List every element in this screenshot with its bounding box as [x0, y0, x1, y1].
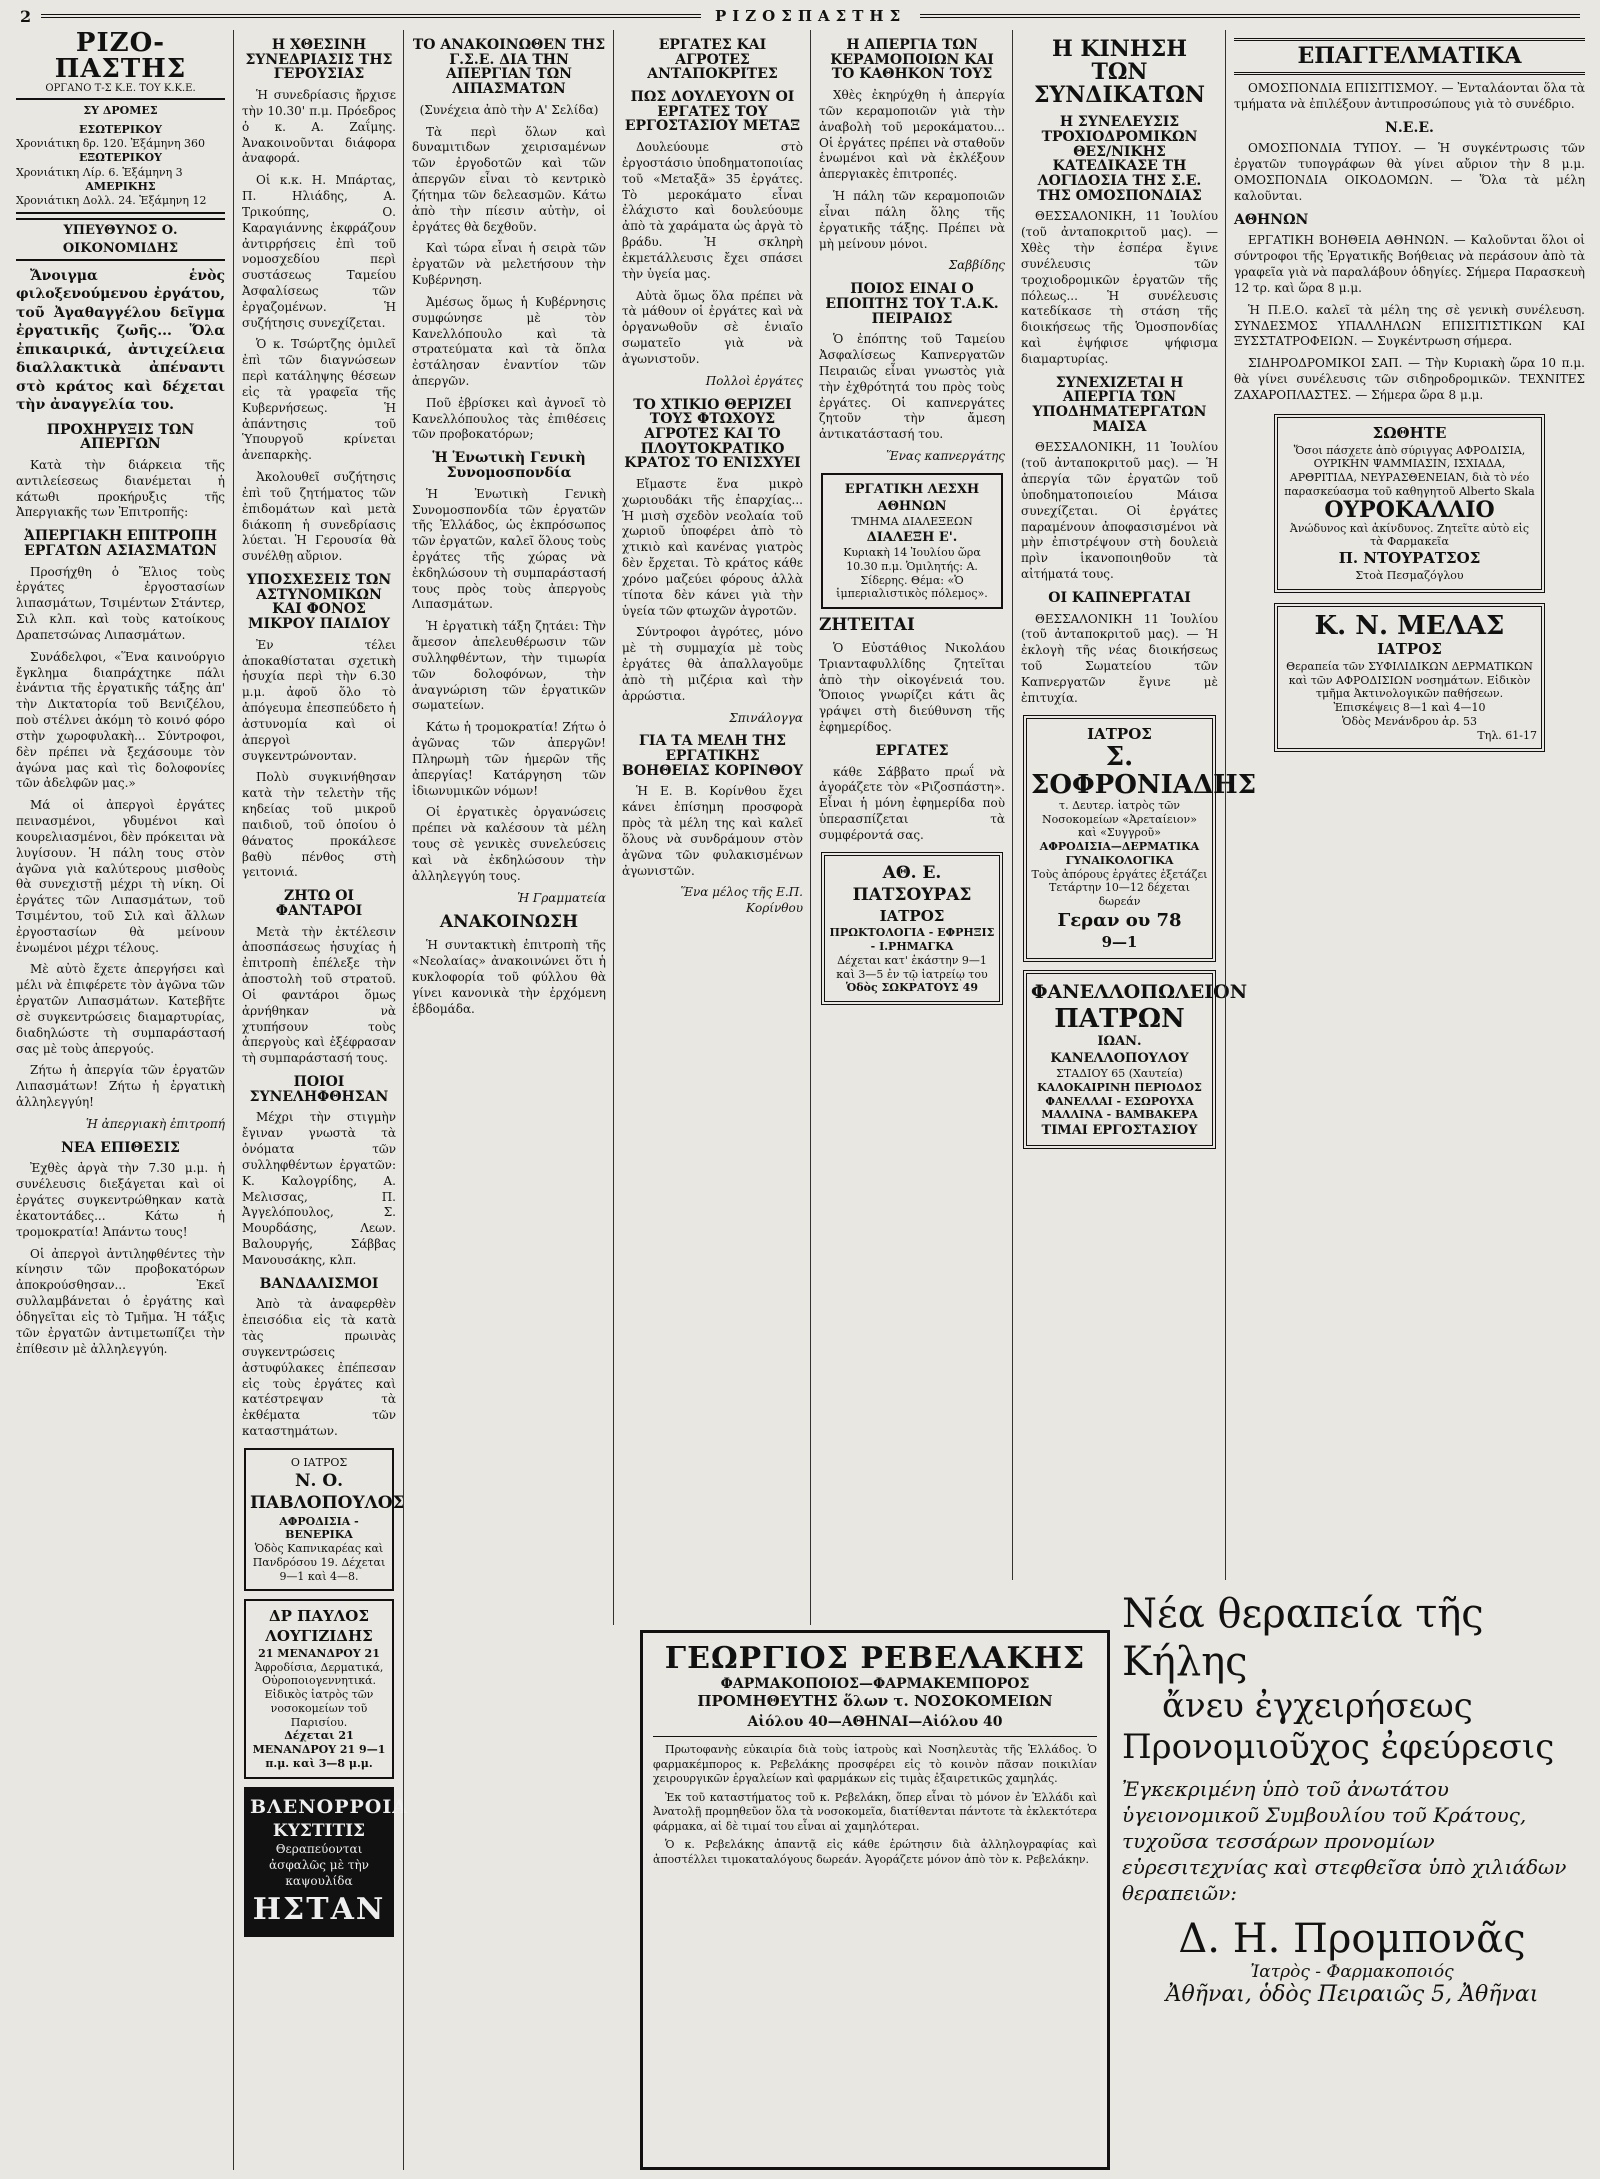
- ad-address: ΣΤΑΔΙΟΥ 65 (Χαυτεία): [1056, 1067, 1183, 1081]
- ad-role: ΙΑΤΡΟΣ: [1377, 639, 1442, 658]
- ad-sub: τ. Δευτερ. ἰατρὸς τῶν Νοσοκομείων «Ἀρεταίειον» καὶ «Συγγροῦ»: [1042, 798, 1197, 840]
- paragraph: Μά οἱ ἀπεργοὶ ἐργάτες πεινασμένοι, γδυμένοι καὶ κουρελιασμένοι, δὲν πρόκειται νὰ λυγίσουν. Ἡ πάλη τους στὸν ἀγῶνα γιὰ καλύτερους μισθοὺς θὰ συνεχιστῇ μέχρι τὴ νίκη. Οἱ ἐργάτες τῶν Λιπασμάτων, τοῦ Τσιμέντου, τοῦ Σιλ καὶ ἄλλων ἐργοστασίων θὰ μείνουν ἑνωμένοι μέχρι τέλους.: [16, 798, 225, 955]
- ad-text-2: Ἀνώδυνος καὶ ἀκίνδυνος. Ζητεῖτε αὐτὸ εἰς τὰ Φαρμακεῖα: [1289, 521, 1530, 549]
- signature: Ἕνα μέλος τῆς Ε.Π. Κορίνθου: [680, 885, 803, 916]
- ad-address: Ὁδὸς Μενάνδρου ἀρ. 53: [1342, 714, 1477, 728]
- paragraph: Ἡ Ἑνωτικὴ Γενικὴ Συνομοσπονδία τῶν ἐργατῶν τῆς Ἑλλάδος, ὡς ἐκπρόσωπος τῶν ἐργατῶν, καλεῖ ὅλους τοὺς ἐργάτες τῆς χώρας νὰ ἐκδηλώσουν τὴ συμπαράστασή τους πρὸς τοὺς ἀπεργοὺς Λιπασμάτων.: [412, 486, 606, 612]
- ad-name: ΑΘ. Ε. ΠΑΤΣΟΥΡΑΣ: [852, 862, 972, 906]
- subscription-value-3: Χρονιάτικη Δολλ. 24. Ἑξάμηνη 12: [16, 194, 207, 208]
- ad-line-2: ΚΥΣΤΙΤΙΣ: [272, 1820, 366, 1841]
- paragraph: Πολὺ συγκινήθησαν κατὰ τὴν τελετὴν τῆς κηδείας τοῦ μικροῦ παιδιοῦ, τοῦ ὁποίου ὁ θάνατος προκάλεσε βαθὺ πένθος στὴ γειτονιά.: [242, 770, 396, 880]
- ad-owner: Π. ΝΤΟΥΡΑΤΣΟΣ: [1338, 549, 1481, 568]
- paragraph: Τὰ περὶ ὅλων καὶ δυναμιτιδων χειρισαμένων τῶν ἐργοδοτῶν καὶ τῶν ἀπεργῶν εἶναι τὸ κεντρικὸ ζήτημα τῶν δελεασμῶν. Κάτω ἀπὸ τὴν πίεσιν αὐτὴν, οἱ ἐργάτες θὰ δεχθοῦν.: [412, 124, 606, 234]
- headline-police-promises: ΥΠΟΣΧΕΣΕΙΣ ΤΩΝ ΑΣΤΥΝΟΜΙΚΩΝ ΚΑΙ ΦΟΝΟΣ ΜΙΚΡΟΥ ΠΑΙΔΙΟΥ: [246, 572, 392, 633]
- headline-confederation: Ἡ Ἑνωτικὴ Γενικὴ Συνομοσπονδία: [432, 450, 586, 481]
- ad-city: ΠΑΤΡΩΝ: [1054, 1003, 1185, 1034]
- paragraph: Ποῦ ἐβρίσκει καὶ ἀγνοεῖ τὸ Κανελλόπουλος τὰς ἐπιθέσεις τῶν προβοκατόρων;: [412, 395, 606, 442]
- paragraph: Ἡ πάλη τῶν κεραμοποιῶν εἶναι πάλη ὅλης τῆς ἐργατικῆς τάξης. Πρέπει νὰ μὴ μείνουν μόνοι.: [819, 189, 1005, 251]
- subscription-value-2: Χρονιάτικη Λίρ. 6. Ἑξάμηνη 3: [16, 165, 183, 179]
- paragraph: Ἀκολουθεῖ συζήτησις ἐπὶ τοῦ ζητήματος τῶν ἐπιδομάτων καὶ μετὰ διάκοπη ἡ συνεδρίασις λύεται. Ἡ Γερουσία θὰ συνέλθῃ αὔριον.: [242, 470, 396, 564]
- workers-club-box: [821, 473, 1003, 609]
- headline-correspondents: ΕΡΓΑΤΕΣ ΚΑΙ ΑΓΡΟΤΕΣ ΑΝΤΑΠΟΚΡΙΤΕΣ: [647, 37, 778, 83]
- subscriptions-title: ΣΥ ΔΡΟΜΕΣ: [83, 104, 158, 118]
- ad-role: ΙΑΤΡΟΣ: [879, 906, 945, 925]
- headline-soldiers: ΖΗΤΩ ΟΙ ΦΑΝΤΑΡΟΙ: [275, 888, 363, 919]
- column-4-text: [622, 140, 803, 917]
- paragraph: Ἐκ τοῦ καταστήματος τοῦ κ. Ρεβελάκη, ὅπερ εἶναι τὸ μόνον ἐν Ἑλλάδι καὶ Ἀνατολῇ προμηθεῦον ὅλα τὰ νοσοκομεῖα, διατίθενται πάντοτε τὰ ἐκλεκτότερα φάρμακα, αἱ δὲ τιμαί του εἶναι αἱ χαμηλότεραι.: [653, 1790, 1097, 1833]
- column-4: [613, 30, 811, 1625]
- ad-hours: Ἐπισκέψεις 8—1 καὶ 4—10: [1333, 701, 1486, 714]
- paragraph: Οἱ κ.κ. Η. Μπάρτας, Π. Ηλιάδης, Α. Τρικούπης, Ο. Καραγιάννης ἐκφράζουν ἀντιρρήσεις ἐπὶ τοῦ νομοσχεδίου περὶ συστάσεως Ταμείου Ἀσφαλίσεως τῶν ἐργαζομένων. Ἡ συζήτησις συνεχίζεται.: [242, 173, 396, 330]
- ad-body: [653, 1743, 1097, 1867]
- paragraph: ΘΕΣΣΑΛΟΝΙΚΗ 11 Ἰουλίου (τοῦ ἀνταποκριτοῦ μας). — Ἡ ἐκλογὴ τῆς νέας διοικήσεως τοῦ Σωματείου τῶν Καπνεργατῶν ἔγινε μὲ ἐπιτυχία.: [1021, 611, 1218, 705]
- headline-unions: Η ΚΙΝΗΣΗ ΤΩΝ ΣΥΝΔΙΚΑΤΩΝ: [1034, 36, 1205, 109]
- ad-line-6: Ἰατρὸς - Φαρμακοποιός: [1250, 1961, 1454, 1982]
- page-number: 2: [20, 6, 32, 26]
- paragraph: Ἀπὸ τὰ ἀναφερθὲν ἐπεισόδια εἰς τὰ κατὰ τὰς πρωινὰς συγκεντρώσεις ἀστυφύλακες ἐπέπεσαν εἰς τοὺς ἐργάτες καὶ κατέστρεψαν τὰ ἐκθέματα τῶν καταστημάτων.: [242, 1297, 396, 1439]
- paragraph: ΘΕΣΣΑΛΟΝΙΚΗ, 11 Ἰουλίου (τοῦ ἀνταποκριτοῦ μας). — Ἡ ἀπεργία τῶν ἐργατῶν τοῦ ὑποδηματοποιείου Μάισα συνεχίζεται. Οἱ ἐργάτες παραμένουν ἀποφασισμένοι νὰ μὴν ἐπιστρέψουν στὴ δουλειὰ πρὶν ἱκανοποιηθοῦν τὰ αἰτήματά τους.: [1021, 440, 1218, 582]
- ad-line-3: Προνομιοῦχος ἐφεύρεσις: [1122, 1726, 1555, 1767]
- column-3: [403, 30, 614, 2170]
- paragraph: Προσήχθη ὁ Ἔλιος τοὺς ἐργάτες ἐργοστασίων λιπασμάτων, Τσιμέντων Στάντερ, Σιλ κλπ. καὶ τοὺς κατοίκους Δραπετσώνας Λιπασμάτων.: [16, 564, 225, 642]
- ad-specialty: ΑΦΡΟΔΙΣΙΑ - ΒΕΝΕΡΙΚΑ: [279, 1514, 359, 1542]
- headline-tak-inspector: ΠΟΙΟΣ ΕΙΝΑΙ Ο ΕΠΟΠΤΗΣ ΤΟΥ Τ.Α.Κ. ΠΕΙΡΑΙΩΣ: [825, 281, 999, 327]
- ad-title-1: ΦΑΡΜΑΚΟΠΟΙΟΣ—ΦΑΡΜΑΚΕΜΠΟΡΟΣ: [720, 1676, 1030, 1692]
- headline-metaxa-factory: ΠΩΣ ΔΟΥΛΕΥΟΥΝ ΟΙ ΕΡΓΑΤΕΣ ΤΟΥ ΕΡΓΟΣΤΑΣΙΟΥ ΜΕΤΑΞ: [624, 89, 801, 135]
- club-text: Κυριακὴ 14 Ἰουλίου ὥρα 10.30 π.μ. Ὁμιλητής: Α. Σίδερης. Θέμα: «Ὁ ἱμπεριαλιστικὸς πόλεμος».: [836, 546, 988, 601]
- ad-divider: [653, 1736, 1097, 1737]
- paragraph: Ὁ ἐπόπτης τοῦ Ταμείου Ἀσφαλίσεως Καπνεργατῶν Πειραιῶς εἶναι γνωστὸς γιὰ τὴν ἐχθρότητά του πρὸς τοὺς ἐργάτες. Οἱ καπνεργάτες ζητοῦν τὴν ἄμεση ἀντικατάστασή του.: [819, 332, 1005, 442]
- ad-prices: ΤΙΜΑΙ ΕΡΓΟΣΤΑΣΙΟΥ: [1041, 1123, 1198, 1139]
- ad-goods-2: ΜΑΛΛΙΝΑ - ΒΑΜΒΑΚΕΡΑ: [1041, 1108, 1198, 1122]
- ad-phone: Τηλ. 61-17: [1477, 728, 1537, 742]
- ad-patsouras: [821, 852, 1003, 1005]
- ad-line-1: Νέα θεραπεία τῆς Κήλης: [1122, 1591, 1484, 1685]
- subscriptions-box: [16, 123, 225, 215]
- paragraph: Σύντροφοι ἀγρότες, μόνο μὲ τὴ συμμαχία μὲ τοὺς ἐργάτες θὰ ἀπαλλαγοῦμε ἀπὸ τὴ μιζέρια καὶ τὴν ἀρρώστια.: [622, 625, 803, 703]
- header-rule-left: [41, 14, 701, 18]
- headline-athens: ΑΘΗΝΩΝ: [1234, 211, 1309, 228]
- headline-ceramics-strike: Η ΑΠΕΡΓΙΑ ΤΩΝ ΚΕΡΑΜΟΠΟΙΩΝ ΚΑΙ ΤΟ ΚΑΘΗΚΟΝ ΤΟΥΣ: [830, 37, 994, 83]
- ad-name: Σ. ΣΟΦΡΟΝΙΑΔΗΣ: [1031, 742, 1257, 800]
- paragraph: Ζήτω ἡ ἀπεργία τῶν ἐργατῶν Λιπασμάτων! Ζήτω ἡ ἐργατικὴ ἀλληλεγγύη!: [16, 1063, 225, 1110]
- ad-line-7: Ἀθῆναι, ὁδὸς Πειραιῶς 5, Ἀθῆναι: [1165, 1981, 1539, 2007]
- headline-senate-session: Η ΧΘΕΣΙΝΗ ΣΥΝΕΔΡΙΑΣΙΣ ΤΗΣ ΓΕΡΟΥΣΙΑΣ: [245, 37, 393, 83]
- ad-specialty: ΑΦΡΟΔΙΣΙΑ—ΔΕΡΜΑΤΙΚΑ ΓΥΝΑΙΚΟΛΟΓΙΚΑ: [1039, 840, 1200, 867]
- ad-title: Ο ΙΑΤΡΟΣ: [290, 1455, 348, 1469]
- column-6: [1012, 30, 1257, 1580]
- paragraph: ΟΜΟΣΠΟΝΔΙΑ ΤΥΠΟΥ. — Ἡ συγκέντρωσις τῶν ἐργατῶν τυπογράφων θὰ γίνει αὔριον τὴν 8 μ.μ. ΟΜΟΣΠΟΝΔΙΑ ΟΙΚΟΔΟΜΩΝ. — Ὅλα τὰ μέλη καλοῦνται.: [1234, 141, 1585, 203]
- paragraph: Κατὰ τὴν διάρκεια τῆς αντιλείεσεως διανέμεται ἡ κάτωθι προκήρυξις τῆς Ἀπεργιακῆς των Ἐπιτροπῆς:: [16, 457, 225, 520]
- ad-revelakis: [640, 1630, 1110, 2170]
- ad-title: ΣΩΘΗΤΕ: [1372, 423, 1447, 442]
- ad-text: Τοὺς ἀπόρους ἐργάτες ἐξετάζει Τετάρτην 10—12 δέχεται δωρεάν: [1031, 867, 1208, 909]
- ad-address: Ὁδὸς ΣΩΚΡΑΤΟΥΣ 49: [846, 981, 978, 995]
- ad-owner-sub: Στοὰ Πεσμαζόγλου: [1355, 568, 1464, 582]
- ad-text: Ἀφροδίσια, Δερματικά, Οὐροποιογεννητικά. Εἰδικὸς ἰατρὸς τῶν νοσοκομείων τοῦ Παρισίου.: [254, 1660, 384, 1729]
- headline-gse-announcement: ΤΟ ΑΝΑΚΟΙΝΩΘΕΝ ΤΗΣ Γ.Σ.Ε. ΔΙΑ ΤΗΝ ΑΠΕΡΓΙΑΝ ΤΩΝ ΛΙΠΑΣΜΑΤΩΝ: [412, 37, 606, 98]
- ad-address: Γεραν ου 78: [1057, 909, 1182, 931]
- ad-sofroniadis: [1023, 715, 1257, 963]
- paragraph: Ἡ συνεδρίασις ἤρχισε τὴν 10.30' π.μ. Πρόεδρος ὁ κ. Α. Ζαΐμης. Ἀνακοινοῦνται διάφορα ἀναφορά.: [242, 88, 396, 166]
- club-sub: ΤΜΗΜΑ ΔΙΑΛΕΞΕΩΝ: [851, 515, 973, 529]
- headline-workers: ΕΡΓΑΤΕΣ: [875, 742, 949, 759]
- headline-corinth-aid: ΓΙΑ ΤΑ ΜΕΛΗ ΤΗΣ ΕΡΓΑΤΙΚΗΣ ΒΟΗΘΕΙΑΣ ΚΟΡΙΝΘΟΥ: [622, 733, 803, 779]
- ad-text: Θεραπεία τῶν ΣΥΦΙΛΙΔΙΚΩΝ ΔΕΡΜΑΤΙΚΩΝ καὶ τῶν ΑΦΡΟΔΙΣΙΩΝ νοσημάτων. Εἰδικὸν τμῆμα Ἀκτινολογικῶν παθήσεων.: [1286, 659, 1533, 701]
- ad-title: ΙΑΤΡΟΣ: [1087, 724, 1152, 743]
- subscription-label-2: ΕΞΩΤΕΡΙΚΟΥ: [79, 151, 162, 165]
- ad-hours: 9—1: [1101, 932, 1138, 951]
- headline-professional: ΕΠΑΓΓΕΛΜΑΤΙΚΑ: [1234, 38, 1585, 75]
- ad-hours: Δέχεται κατ' ἑκάστην 9—1 καὶ 3—5 ἐν τῷ ἰατρείῳ του: [836, 953, 988, 981]
- paragraph: Ἀμέσως ὅμως ἡ Κυβέρνησις συμφώνησε μὲ τὸν Κανελλόπουλο καὶ τὰ στρατεύματα καὶ τὰ ὅπλα ἐστάλησαν ἐναντίον τῶν ἀπεργῶν.: [412, 294, 606, 388]
- column-2: [233, 30, 408, 2170]
- column-1: [8, 30, 233, 2170]
- headline-arrested: ΠΟΙΟΙ ΣΥΝΕΛΗΦΘΗΣΑΝ: [249, 1074, 389, 1105]
- ad-pavlopoulos: [244, 1448, 405, 1591]
- ad-season: ΚΑΛΟΚΑΙΡΙΝΗ ΠΕΡΙΟΔΟΣ: [1037, 1080, 1202, 1094]
- paragraph: Καὶ τώρα εἶναι ἡ σειρὰ τῶν ἐργατῶν νὰ μελετήσουν τὴν Κυβέρνηση.: [412, 241, 606, 288]
- signature: Σαββίδης: [948, 258, 1005, 273]
- ad-specialty: ΠΡΩΚΤΟΛΟΓΙΑ - ΕΦΡΗΞΙΣ - Ι.ΡΗΜΑΓΚΑ: [829, 926, 995, 954]
- headline-tram-assembly: Η ΣΥΝΕΛΕΥΣΙΣ ΤΡΟΧΙΟΔΡΟΜΙΚΩΝ ΘΕΣ/ΝΙΚΗΣ ΚΑΤΕΔΙΚΑΣΕ ΤΗ ΛΟΓΙΔΟΣΙΑ ΤΗΣ Σ.Ε. ΤΗΣ ΟΜΟΣΠΟΝΔΙΑΣ: [1037, 114, 1202, 204]
- ad-line-4: ΗΣΤΑΝ: [252, 1891, 386, 1927]
- paragraph: Ἐν τέλει ἀποκαθίσταται σχετικὴ ἡσυχία περὶ τὴν 6.30 μ.μ. ἀφοῦ ὅλο τὸ ἀπόγευμα ἐπεσπεύδετο ἡ ἀστυνομία καὶ οἱ ἀπεργοὶ συγκεντρώνονταν.: [242, 637, 396, 763]
- paragraph: Ἡ ἐργατικὴ τάξη ζητάει: Τὴν ἄμεσον ἀπελευθέρωσιν τῶν συλληφθέντων, τὴν τιμωρία τῶν δολοφόνων, τὴν ἀναγνώριση τῶν ἐργατικῶν σωματείων.: [412, 619, 606, 713]
- ad-name: ΓΕΩΡΓΙΟΣ ΡΕΒΕΛΑΚΗΣ: [664, 1641, 1086, 1676]
- paragraph: Μὲ αὐτὸ ἔχετε ἀπεργήσει καὶ μέλι νὰ ἐπιφέρετε τὸν ἀγῶνα τῶν ἐργατῶν Λιπασμάτων. Κατεβῆτε σὲ συγκεντρώσεις διαμαρτυρίας, διαδηλώστε τὴ συμπαράστασή σας μὲ τοὺς ἀπεργούς.: [16, 962, 225, 1056]
- ad-title: ΦΑΝΕΛΛΟΠΩΛΕΙΟΝ: [1031, 981, 1248, 1004]
- column-5: [810, 30, 1013, 1625]
- column-7: [1225, 30, 1593, 1580]
- ad-fanellopoleion: [1023, 970, 1248, 1149]
- intro-text: Ἄνοιγμα ἑνὸς φιλοξενούμενου ἐργάτου, τοῦ Ἀγαθαγγέλου δεῖγμα ἐργατικῆς ζωῆς... Ὅλα ἐπικαιρικά, ἀντιχείλεια διαλλακτικὰ ἀπέναντι στὸ κράτος καὶ δέχεται τὴν ἀναγγελία του.: [16, 267, 225, 414]
- headline-tobacco: ΟΙ ΚΑΠΝΕΡΓΑΤΑΙ: [1048, 589, 1191, 606]
- paragraph: Ὁ κ. Τσώρτζης ὁμιλεῖ ἐπὶ τῶν διαγνώσεων περὶ κατάληψης θέσεων εἰς τὰ γραφεῖα τῆς Κυβερνήσεως. Ἡ ἀπάντησις τοῦ Ὑπουργοῦ κρίνεται ἀνεπαρκὴς.: [242, 337, 396, 463]
- ad-melas: [1274, 603, 1545, 753]
- paragraph: Μετὰ τὴν ἐκτέλεσιν ἀποσπάσεως ἡσυχίας ἡ ἐπιτροπὴ ἐπέλεξε τὴν ἀποστολὴ τοῦ στρατοῦ. Οἱ φαντάροι ὅμως ἀρνήθηκαν νὰ χτυπήσουν τοὺς ἀπεργοὺς καὶ ἐξέφρασαν τὴ συμπαράστασή τους.: [242, 924, 396, 1066]
- headline-shoemakers: ΣΥΝΕΧΙΖΕΤΑΙ Η ΑΠΕΡΓΙΑ ΤΩΝ ΥΠΟΔΗΜΑΤΕΡΓΑΤΩΝ ΜΑΙΣΑ: [1032, 374, 1207, 435]
- ad-hernia-treatment: [1122, 1590, 1582, 2170]
- signature: Ἡ ἀπεργιακὴ ἐπιτροπή: [85, 1116, 225, 1131]
- paragraph: ΣΙΔΗΡΟΔΡΟΜΙΚΟΙ ΣΑΠ. — Τὴν Κυριακὴ ὥρα 10 π.μ. θὰ γίνει συνέλευσις τῶν σιδηροδρομικῶν. ΤΕΧΝΙΤΕΣ ΖΑΧΑΡΟΠΛΑΣΤΕΣ. — Σήμερα ὥρα 8 μ.μ.: [1234, 356, 1585, 402]
- column-1-text: [16, 267, 225, 1358]
- headline-tuberculosis: ΤΟ ΧΤΙΚΙΟ ΘΕΡΙΖΕΙ ΤΟΥΣ ΦΤΩΧΟΥΣ ΑΓΡΟΤΕΣ ΚΑΙ ΤΟ ΠΛΟΥΤΟΚΡΑΤΙΚΟ ΚΡΑΤΟΣ ΤΟ ΕΝΙΣΧΥΕΙ: [624, 396, 801, 472]
- ad-blenorroia: [244, 1787, 408, 1938]
- ad-goods: ΦΑΝΕΛΛΑΙ - ΕΣΩΡΟΥΧΑ: [1045, 1094, 1194, 1108]
- ad-text: Ὅσοι πάσχετε ἀπὸ σύριγγας ΑΦΡΟΔΙΣΙΑ, ΟΥΡΙΚΗΝ ΨΑΜΜΙΑΣΙΝ, ΙΣΧΙΑΔΑ, ΑΡΘΡΙΤΙΔΑ, ΝΕΥΡΑΣΘΕΝΕΙΑΝ, διὰ τὸ νέο παρασκεύασμα τοῦ καθηγητοῦ Alberto Skala: [1284, 443, 1535, 498]
- paragraph: Μέχρι τὴν στιγμὴν ἔγιναν γνωστὰ τὰ ὀνόματα τῶν συλληφθέντων ἐργατῶν: Κ. Καλογρίδης, Α. Μελισσας, Π. Ἀγγελόπουλος, Σ. Μουρδάσης, Λεων. Βαλουργής, Σάββας Μανουσάκης, κλπ.: [242, 1110, 396, 1267]
- paragraph: κάθε Σάββατο πρωΐ νὰ ἀγοράζετε τὸν «Ριζοσπάστη». Εἶναι ἡ μόνη ἐφημερίδα ποὺ ὑπερασπίζεται τὰ συμφέροντά σας.: [819, 764, 1005, 842]
- signature: Πολλοὶ ἐργάτες: [705, 373, 803, 388]
- column-7-text: [1234, 81, 1585, 404]
- column-2-text: [242, 88, 396, 1440]
- ad-name: Κ. Ν. ΜΕΛΑΣ: [1314, 610, 1505, 641]
- ad-address: 21 ΜΕΝΑΝΔΡΟΥ 21: [258, 1646, 380, 1660]
- page-header: [20, 6, 1580, 26]
- headline-nee: Ν.Ε.Ε.: [1385, 119, 1434, 136]
- headline-proclamation: ΠΡΟΧΗΡΥΞΙΣ ΤΩΝ ΑΠΕΡΓΩΝ: [46, 421, 195, 453]
- paragraph: ΟΜΟΣΠΟΝΔΙΑ ΕΠΙΣΙΤΙΣΜΟΥ. — Ἐνταλάονται ὅλα τὰ τμήματα νὰ ἐπιλέξουν ἀντιπροσώπους γιὰ τὸ συνέδριο.: [1234, 81, 1585, 111]
- paragraph: Δουλεύουμε στὸ ἐργοστάσιο ὑποδηματοποιίας τοῦ «Μεταξᾶ» 35 ἐργάτες. Τὸ μεροκάματο εἶναι ἐλάχιστο καὶ δουλεύουμε ἀπὸ τὰ χαράματα ὡς ἀργὰ τὸ βράδυ. Ἡ σκληρὴ ἐκμετάλλευσις ἔχει σπάσει τὴν ὑγεία μας.: [622, 140, 803, 281]
- column-3-text: [412, 103, 606, 1018]
- ad-line-4: Ἐγκεκριμένη ὑπὸ τοῦ ἀνωτάτου ὑγειονομικοῦ Συμβουλίου τοῦ Κράτους, τυχοῦσα τεσσάρων προνομίων εὑρεσιτεχνίας καὶ στεφθεῖσα ὑπὸ χιλιάδων θεραπειῶν:: [1122, 1776, 1567, 1905]
- headline-new-attacks: ΝΕΑ ΕΠΙΘΕΣΙΣ: [61, 1139, 180, 1156]
- ad-text: Ὁδὸς Καπνικαρέας καὶ Πανδρόσου 19. Δέχεται 9—1 καὶ 4—8.: [252, 1542, 386, 1583]
- column-6-text: [1021, 209, 1218, 706]
- header-rule-right: [920, 14, 1580, 18]
- paragraph: Πρωτοφανὴς εὐκαιρία διὰ τοὺς ἰατροὺς καὶ Νοσηλευτὰς τῆς Ἑλλάδος. Ὁ φαρμακέμπορος κ. Ρεβελάκης προσφέρει εἰς τὸ κοινὸν πᾶσαν ποικιλίαν χειρουργικῶν ἐργαλείων καὶ φαρμάκων εἰς τιμὰς ἐξαιρετικῶς χαμηλάς.: [653, 1743, 1097, 1786]
- paragraph: Ἐχθὲς ἀργὰ τὴν 7.30 μ.μ. ἡ συνέλευσις διεξάγεται καὶ οἱ ἐργάτες συγκεντρώθηκαν κατὰ ἑκατοντάδες... Κάτω ἡ τρομοκρατία! Ἀπάντω τους!: [16, 1161, 225, 1239]
- ad-line-3: Θεραπεύονται ἀσφαλῶς μὲ τὴν καψουλίδα: [269, 1842, 369, 1888]
- header-masthead: ΡΙΖΟΣΠΑΣΤΗΣ: [714, 7, 907, 25]
- ad-hours: Δέχεται 21 ΜΕΝΑΝΔΡΟΥ 21 9—1 π.μ. καὶ 3—8 μ.μ.: [252, 1729, 386, 1770]
- paragraph: Αὐτὰ ὅμως ὅλα πρέπει νὰ τὰ μάθουν οἱ ἐργάτες καὶ νὰ ὀργανωθοῦν σὲ ἑνιαῖο σωματεῖο γιὰ νὰ ἀγωνιστοῦν.: [622, 288, 803, 366]
- ad-name: ΔΡ ΠΑΥΛΟΣ ΛΟΥΓΙΖΙΔΗΣ: [265, 1607, 373, 1646]
- ad-lougizidis: [244, 1599, 394, 1778]
- paragraph: Ὁ κ. Ρεβελάκης ἀπαντᾷ εἰς κάθε ἐρώτησιν διὰ ἀλληλογραφίας καὶ ἀποστέλλει τιμοκαταλόγους δωρεάν. Ἀγοράζετε μόνον ἀπὸ τὸν κ. Ρεβελάκην.: [653, 1838, 1097, 1866]
- editor-line: ΥΠΕΥΘΥΝΟΣ Ο. ΟΙΚΟΝΟΜΙΔΗΣ: [16, 218, 225, 260]
- paragraph: Κάτω ἡ τρομοκρατία! Ζήτω ὁ ἀγῶνας τῶν ἀπεργῶν! Πληρωμὴ τῶν ἡμερῶν τῆς ἀπεργίας! Κατάργηση τῶν ἰδιωνυμικῶν νόμων!: [412, 720, 606, 798]
- ad-line-2: ἄνευ ἐγχειρήσεως: [1162, 1686, 1473, 1726]
- signature: Ἕνας καπνεργάτης: [886, 449, 1005, 464]
- paragraph: Ὁ Εὐστάθιος Νικολάου Τριανταφυλλίδης ζητεῖται ἀπὸ τὴν οἰκογένειά του. Ὅποιος γνωρίζει κάτι ἂς γράψει στὴ διεύθυνση τῆς ἐφημερίδος.: [819, 640, 1005, 735]
- ad-sothite: [1274, 414, 1545, 593]
- signature: Σπινάλογγα: [729, 710, 803, 725]
- column-5-text: [819, 88, 1005, 465]
- club-lecture: ΔΙΑΛΕΞΗ Ε'.: [866, 529, 958, 545]
- organ-line: ΟΡΓΑΝΟ Τ-Σ Κ.Ε. ΤΟΥ Κ.Κ.Ε.: [16, 82, 225, 100]
- paragraph: Εἴμαστε ἕνα μικρὸ χωριουδάκι τῆς ἐπαρχίας... Ἡ μισὴ σχεδὸν νεολαία τοῦ χωριοῦ ὑποφέρει ἀπὸ τὸ χτικιὸ καὶ κανένας γιατρὸς δὲν ἔρχεται. Τὸ κράτος κάθε χρόνο μαζεύει φόρους ἀλλὰ τίποτα δὲν κάνει γιὰ τὴν ὑγεία τῶν φτωχῶν ἀγροτῶν.: [622, 476, 803, 618]
- subscription-label-3: ΑΜΕΡΙΚΗΣ: [85, 179, 156, 193]
- paragraph: Οἱ ἀπεργοὶ ἀντιληφθέντες τὴν κίνησιν τῶν προβοκατόρων ἀποκρούσθησαν... Ἐκεῖ συλλαμβάνεται ὁ ἐργάτης καὶ ὁδηγεῖται εἰς τὸ Τμῆμα. Ἡ τάξις τῶν ἐργατῶν ἀντιμετωπίζει τὴν ἐπίθεσιν μὲ ἀλληλεγγύη.: [16, 1246, 225, 1356]
- paragraph: Ἡ Ε. Β. Κορίνθου ἔχει κάνει ἐπίσημη προσφορὰ πρὸς τὰ μέλη της καὶ καλεῖ ὅλους νὰ συνδράμουν στὸν ἀγῶνα τῶν φυλακισμένων ἀγωνιστῶν.: [622, 784, 803, 878]
- headline-vandalism: ΒΑΝΔΑΛΙΣΜΟΙ: [259, 1275, 379, 1292]
- headline-announcement: ΑΝΑΚΟΙΝΩΣΗ: [439, 912, 579, 933]
- ad-title-2: ΠΡΟΜΗΘΕΥΤΗΣ ὅλων τ. ΝΟΣΟΚΟΜΕΙΩΝ: [697, 1692, 1053, 1710]
- paragraph: (Συνέχεια ἀπὸ τὴν Α' Σελίδα): [419, 102, 599, 117]
- signature: Ἡ Γραμματεία: [517, 890, 606, 905]
- ad-line-1: ΒΛΕΝΟΡΡΟΙΑ: [250, 1795, 408, 1818]
- ad-product: ΟΥΡΟΚΑΛΛΙΟ: [1324, 496, 1495, 523]
- headline-strike-committee: ἈΠΕΡΓΙΑΚΗ ΕΠΙΤΡΟΠΗ ΕΡΓΑΤΩΝ ΑΣΙΑΣΜΑΤΩΝ: [24, 528, 217, 559]
- ad-name: Ν. Ο. ΠΑΒΛΟΠΟΥΛΟΣ: [250, 1470, 405, 1514]
- paragraph: Χθὲς ἐκηρύχθη ἡ ἀπεργία τῶν κεραμοποιῶν γιὰ τὴν ἀναβολὴ τοῦ μεροκάματου... Οἱ ἐργάτες πρέπει νὰ σταθοῦν ἑνωμένοι καὶ νὰ ἐκλέξουν ἀπεργιακὲς ἐπιτροπές.: [819, 88, 1005, 182]
- newspaper-logo: ΡΙΖΟ-ΠΑΣΤΗΣ: [54, 28, 187, 84]
- paragraph: Οἱ ἐργατικὲς ὀργανώσεις πρέπει νὰ καλέσουν τὰ μέλη τους σὲ γενικὲς συνελεύσεις καὶ νὰ ἐκδηλώσουν τὴν ἀλληλεγγύη τους.: [412, 805, 606, 883]
- ad-owner: ΙΩΑΝ. ΚΑΝΕΛΛΟΠΟΥΛΟΥ: [1050, 1033, 1189, 1067]
- paragraph: ΕΡΓΑΤΙΚΗ ΒΟΗΘΕΙΑ ΑΘΗΝΩΝ. — Καλοῦνται ὅλοι οἱ σύντροφοι τῆς Ἐργατικῆς Βοήθειας νὰ περάσουν ἀπὸ τὰ γραφεῖα γιὰ νὰ παραλάβουν ὁδηγίες. Σήμερα Παρασκευὴ 12 τρ. καὶ ὥρα 8 μ.μ.: [1234, 233, 1585, 295]
- club-title: ΕΡΓΑΤΙΚΗ ΛΕΣΧΗ ΑΘΗΝΩΝ: [844, 481, 980, 515]
- paragraph: Ἡ συντακτικὴ ἐπιτροπὴ τῆς «Νεολαίας» ἀνακοινώνει ὅτι ἡ κυκλοφορία τοῦ φύλλου θὰ γίνει κανονικὰ τὴν ἐρχόμενη ἑβδομάδα.: [412, 938, 606, 1016]
- paragraph: ΘΕΣΣΑΛΟΝΙΚΗ, 11 Ἰουλίου (τοῦ ἀνταποκριτοῦ μας). — Χθὲς τὴν ἑσπέρα ἔγινε συνέλευσις τῶν τροχιοδρομικῶν ἐργατῶν τῆς πόλεως... Ἡ συνέλευσις κατεδίκασε τὴ στάση τῆς διοικήσεως τῆς Ὁμοσπονδίας καὶ ἐψήφισε ψήφισμα διαμαρτυρίας.: [1021, 209, 1218, 366]
- ad-line-5: Δ. Η. Προμπονᾶς: [1178, 1915, 1526, 1962]
- paragraph: Συνάδελφοι, «Ἕνα καινούργιο ἔγκλημα διαπράχτηκε πάλι ἐνάντια τῆς ἐργατικῆς τάξης ἀπ' τὴν Δικτατορία τοῦ Βενιζέλου, ποὺ στέλνει ἀκόμη τὸ κοινό φόρο στὴν χωροφυλακὴ... Σύντροφοι, δὲν πρέπει νὰ ξεχάσουμε τὸν ἀγώνα μας καὶ τὶς δολοφονίες τῶν ἀδελφῶν μας.»: [16, 649, 225, 791]
- headline-wanted: ΖΗΤΕΙΤΑΙ: [819, 615, 915, 636]
- ad-address: Αἰόλου 40—ΑΘΗΝΑΙ—Αἰόλου 40: [747, 1714, 1003, 1730]
- column-5-text-2: [819, 617, 1005, 844]
- subscription-value-1: Χρονιάτικη δρ. 120. Ἑξάμηνη 360: [16, 137, 206, 150]
- subscription-label-1: ΕΣΩΤΕΡΙΚΟΥ: [79, 122, 162, 136]
- paragraph: Ἡ Π.Ε.Ο. καλεῖ τὰ μέλη της σὲ γενικὴ συνέλευση. ΣΥΝΔΕΣΜΟΣ ΥΠΑΛΛΗΛΩΝ ΕΠΙΣΙΤΙΣΤΙΚΩΝ ΚΑΙ ΞΥΣΣΤΑΤΡΟΦΕΙΩΝ. — Συγκέντρωση σήμερα.: [1234, 302, 1585, 349]
